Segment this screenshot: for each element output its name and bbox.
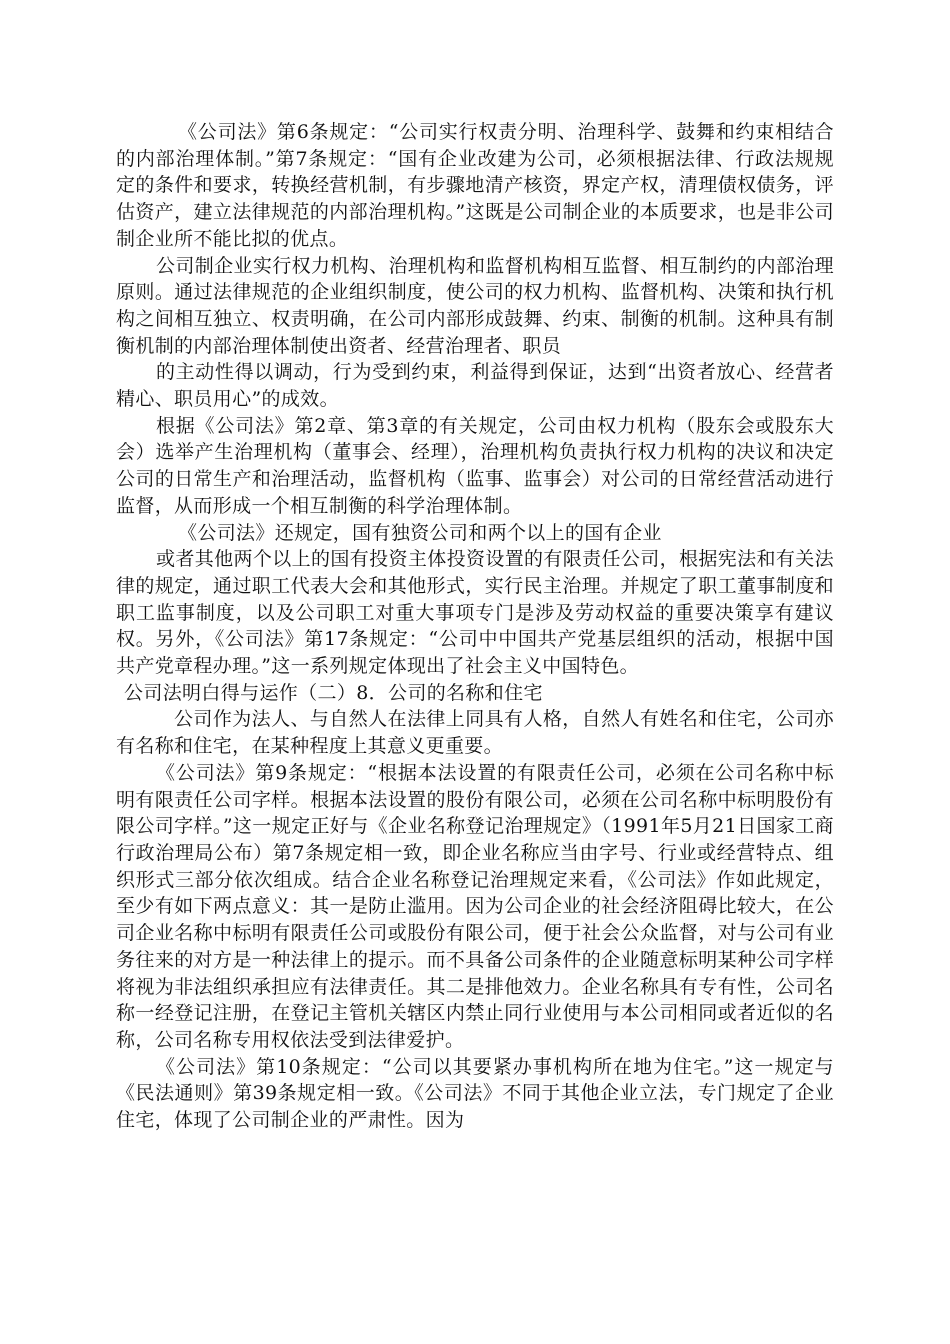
paragraph-democratic-governance: 或者其他两个以上的国有投资主体投资设置的有限责任公司，根据宪法和有关法律的规定，通过职工代表大会和其他形式，实行民主治理。并规定了职工董事制度和职工监事制度，以及公司职工对重大事项专门是涉及劳动权益的重要决策享有建议权。另外，《公司法》第17条规定：“公司中中国共产党基层组织的活动，根据中国共产党章程办理。”这一系列规定体现出了社会主义中国特色。 [116, 548, 834, 678]
paragraph-internal-governance: 公司制企业实行权力机构、治理机构和监督机构相互监督、相互制约的内部治理原则。通过法律规范的企业组织制度，使公司的权力机构、监督机构、决策和执行机构之间相互独立、权责明确，在公司内部形成鼓舞、约束、制衡的机制。这种具有制衡机制的内部治理体制使出资者、经营治理者、职员 [116, 254, 834, 357]
document-body [116, 119, 834, 1134]
paragraph-chapters-2-3: 根据《公司法》第2章、第3章的有关规定，公司由权力机构（股东会或股东大会）选举产生治理机构（董事会、经理），治理机构负责执行权力机构的决议和决定公司的日常生产和治理活动，监督机构（监事、监事会）对公司的日常经营活动进行监督，从而形成一个相互制衡的科学治理体制。 [116, 414, 834, 517]
paragraph-company-personality: 公司作为法人、与自然人在法律上同具有人格，自然人有姓名和住宅，公司亦有名称和住宅，在某种程度上其意义更重要。 [116, 708, 834, 758]
paragraph-company-law-art10: 《公司法》第10条规定：“公司以其要紧办事机构所在地为住宅。”这一规定与《民法通则》第39条规定相一致。《公司法》不同于其他企业立法，专门规定了企业住宅，体现了公司制企业的严肃性。因为 [116, 1055, 834, 1132]
paragraph-company-law-art6-art7: 《公司法》第6条规定：“公司实行权责分明、治理科学、鼓舞和约束相结合的内部治理体制。”第7条规定：“国有企业改建为公司，必须根据法律、行政法规规定的条件和要求，转换经营机制，有步骤地清产核资，界定产权，清理债权债务，评估资产，建立法律规范的内部治理机构。”这既是公司制企业的本质要求，也是非公司制企业所不能比拟的优点。 [116, 121, 834, 250]
paragraph-motivation-effect: 的主动性得以调动，行为受到约束，利益得到保证，达到“出资者放心、经营者精心、职员用心”的成效。 [116, 361, 834, 411]
section-heading-name-and-domicile: 公司法明白得与运作（二）8．公司的名称和住宅 [124, 681, 543, 704]
paragraph-company-law-art9: 《公司法》第9条规定：“根据本法设置的有限责任公司，必须在公司名称中标明有限责任公司字样。根据本法设置的股份有限公司，必须在公司名称中标明股份有限公司字样。”这一规定正好与《企业名称登记治理规定》（1991年5月21日国家工商行政治理局公布）第7条规定相一致，即企业名称应当由字号、行业或经营特点、组织形式三部分依次组成。结合企业名称登记治理规定来看，《公司法》作如此规定，至少有如下两点意义：其一是防止滥用。因为公司企业的社会经济阻碍比较大，在公司企业名称中标明有限责任公司或股份有限公司，便于社会公众监督，对与公司有业务往来的对方是一种法律上的提示。而不具备公司条件的企业随意标明某种公司字样将视为非法组织承担应有法律责任。其二是排他效力。企业名称具有专有性，公司名称一经登记注册，在登记主管机关辖区内禁止同行业使用与本公司相同或者近似的名称，公司名称专用权依法受到法律爱护。 [116, 761, 834, 1051]
paragraph-state-owned-companies: 《公司法》还规定，国有独资公司和两个以上的国有企业 [178, 521, 662, 544]
